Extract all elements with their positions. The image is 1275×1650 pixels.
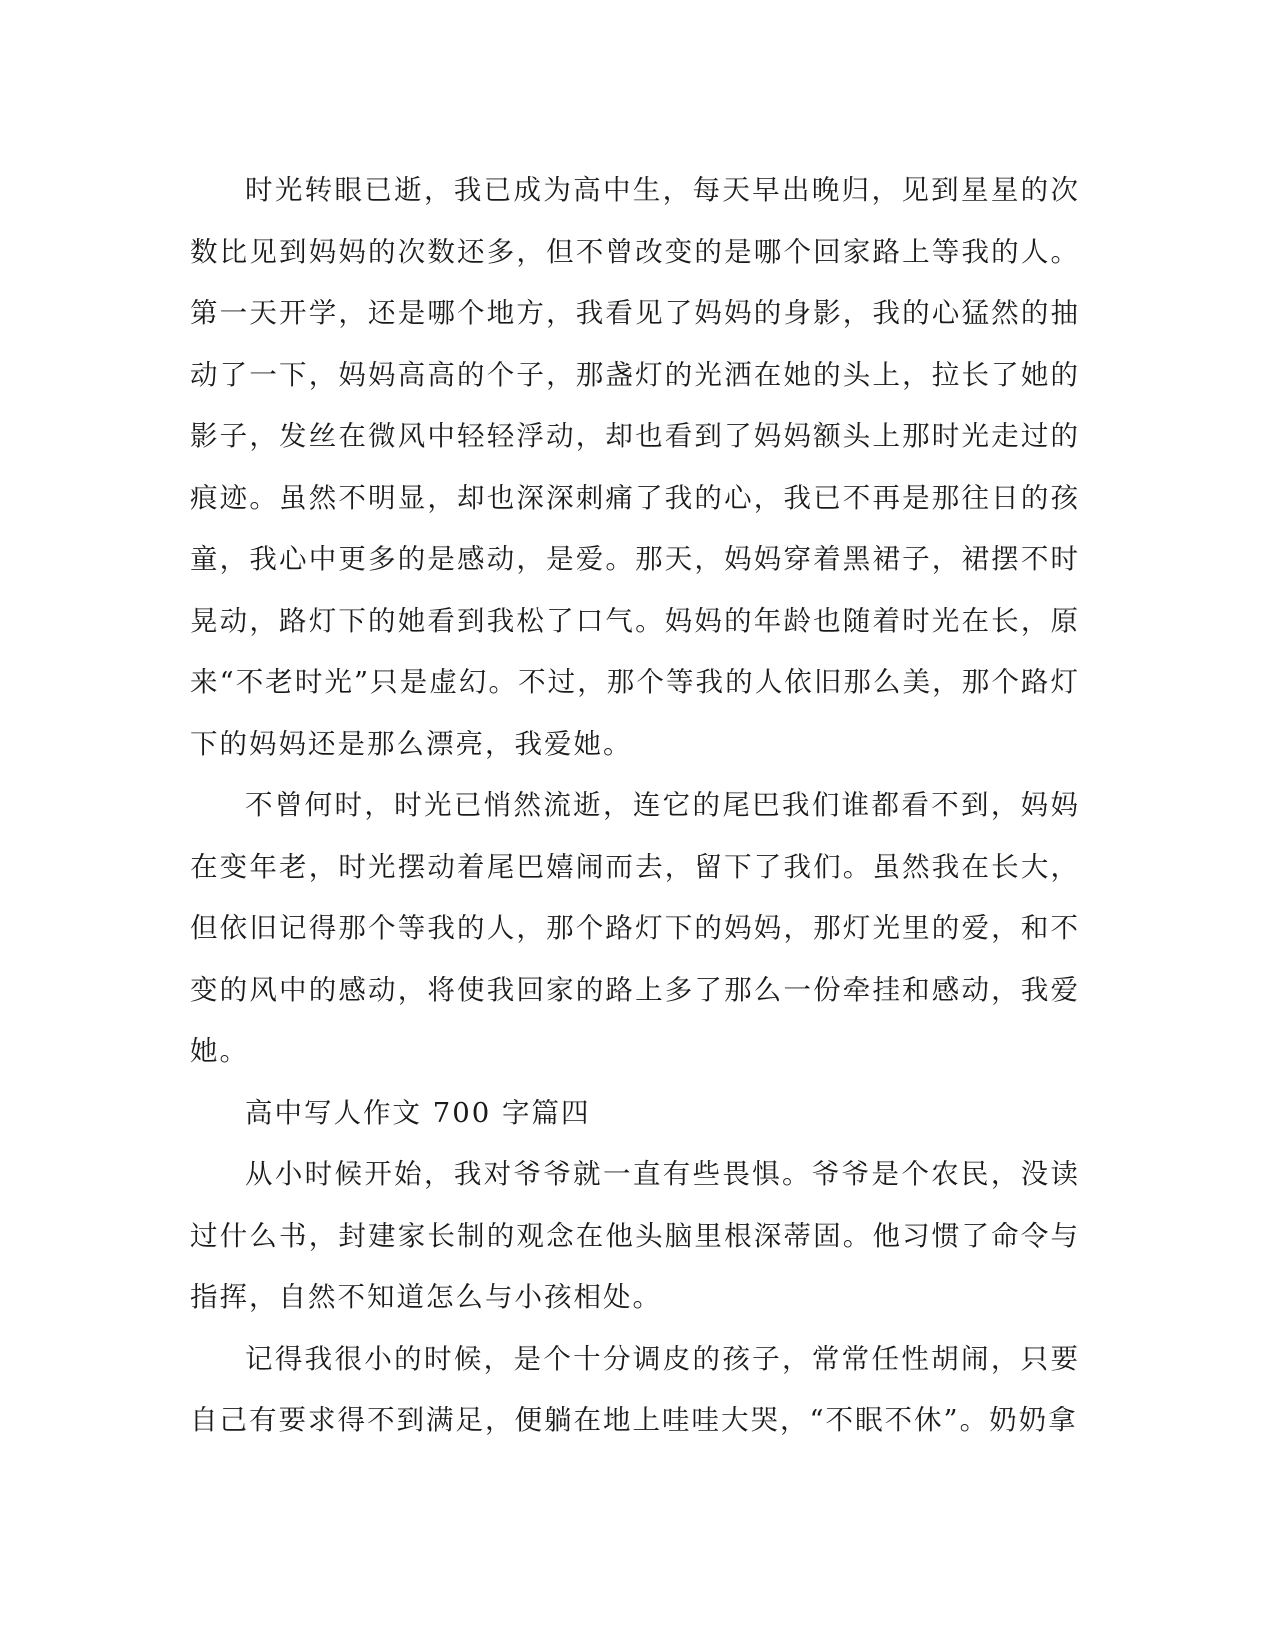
document-body xyxy=(190,160,1080,1452)
paragraph-2: 不曾何时，时光已悄然流逝，连它的尾巴我们谁都看不到，妈妈在变年老，时光摆动着尾巴嬉闹而去，留下了我们。虽然我在长大，但依旧记得那个等我的人，那个路灯下的妈妈，那灯光里的爱，和不变的风中的感动，将使我回家的路上多了那么一份牵挂和感动，我爱她。 xyxy=(190,789,1080,1067)
paragraph-1: 时光转眼已逝，我已成为高中生，每天早出晚归，见到星星的次数比见到妈妈的次数还多，但不曾改变的是哪个回家路上等我的人。第一天开学，还是哪个地方，我看见了妈妈的身影，我的心猛然的抽动了一下，妈妈高高的个子，那盏灯的光洒在她的头上，拉长了她的影子，发丝在微风中轻轻浮动，却也看到了妈妈额头上那时光走过的痕迹。虽然不明显，却也深深刺痛了我的心，我已不再是那往日的孩童，我心中更多的是感动，是爱。那天，妈妈穿着黑裙子，裙摆不时晃动，路灯下的她看到我松了口气。妈妈的年龄也随着时光在长，原来“不老时光”只是虚幻。不过，那个等我的人依旧那么美，那个路灯下的妈妈还是那么漂亮，我爱她。 xyxy=(190,174,1080,760)
paragraph-3: 从小时候开始，我对爷爷就一直有些畏惧。爷爷是个农民，没读过什么书，封建家长制的观念在他头脑里根深蒂固。他习惯了命令与指挥，自然不知道怎么与小孩相处。 xyxy=(190,1158,1080,1313)
section-heading: 高中写人作文 700 字篇四 xyxy=(245,1096,591,1129)
paragraph-4: 记得我很小的时候，是个十分调皮的孩子，常常任性胡闹，只要自己有要求得不到满足，便躺在地上哇哇大哭，“不眠不休”。奶奶拿 xyxy=(190,1342,1080,1436)
